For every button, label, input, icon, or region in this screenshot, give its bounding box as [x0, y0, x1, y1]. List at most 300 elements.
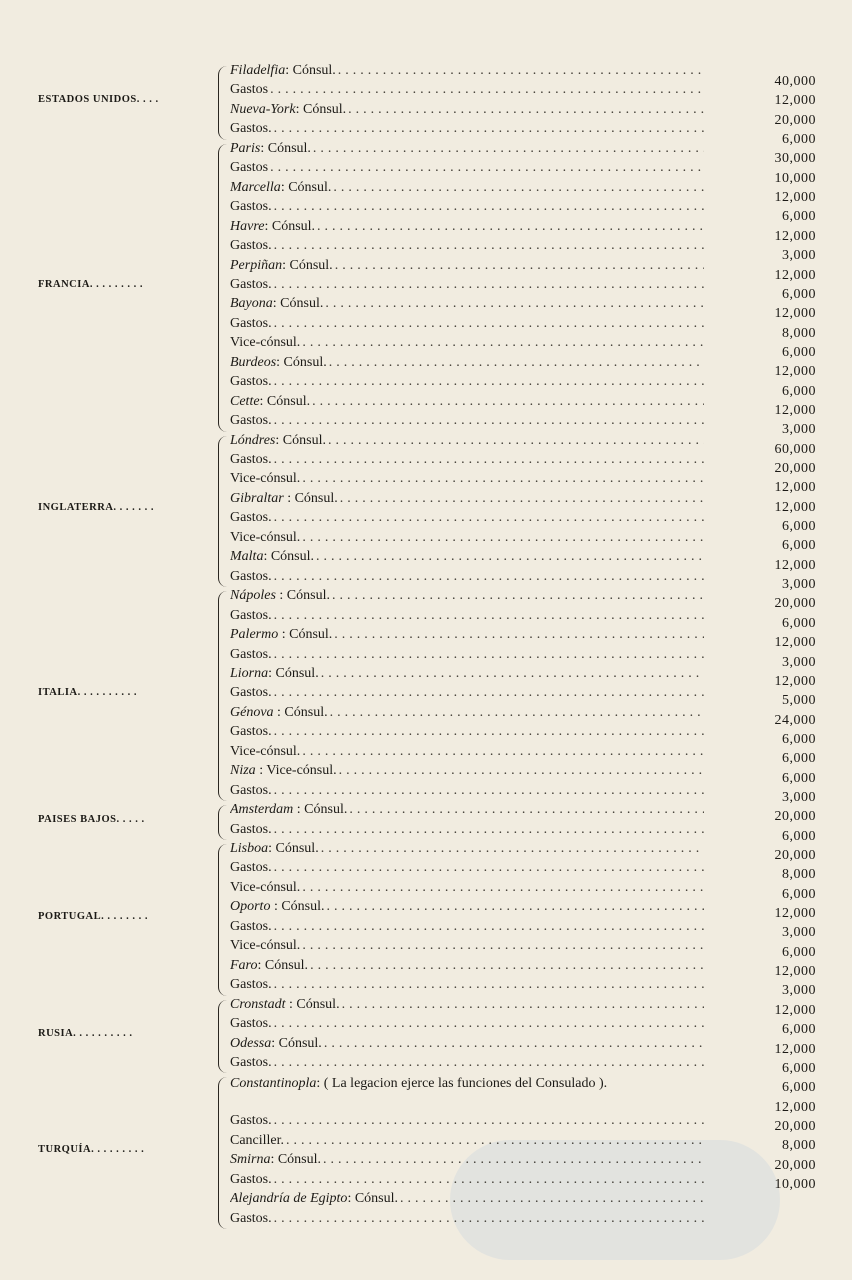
ledger-row [230, 1036, 704, 1056]
row-role: Gastos. [230, 276, 272, 292]
amount-value: 3,000 [782, 248, 816, 264]
leader-dots [274, 199, 704, 215]
row-label [230, 63, 336, 79]
ledger-row [230, 413, 704, 433]
amount-value: 8,000 [782, 325, 816, 341]
amount-value: 6,000 [782, 828, 816, 844]
leader-dots [274, 1055, 704, 1071]
row-role: Gastos. [230, 315, 272, 331]
row-role: Gastos. [230, 1054, 272, 1070]
ledger-row [230, 355, 704, 375]
row-label [230, 1113, 272, 1129]
ledger-row [230, 997, 704, 1017]
group-brace [218, 591, 229, 801]
country-label: INGLATERRA. . . . . . . [38, 502, 155, 514]
place-name: Lóndres [230, 432, 276, 448]
row-role: Gastos. [230, 568, 272, 584]
ledger-row [230, 82, 704, 102]
row-label [230, 413, 272, 429]
country-label: ESTADOS UNIDOS. . . . [38, 93, 159, 105]
amount-value: 12,000 [774, 557, 816, 573]
leader-dots [274, 569, 704, 585]
consulate-note [230, 1074, 710, 1094]
row-role: : Cónsul. [270, 899, 325, 915]
ledger-row [230, 627, 704, 647]
row-label [230, 277, 272, 293]
row-role: Gastos. [230, 860, 272, 876]
leader-dots [328, 433, 704, 449]
country-label: TURQUÍA. . . . . . . . . [38, 1144, 145, 1156]
row-role: Gastos. [230, 1210, 272, 1226]
ledger-row [230, 530, 704, 550]
place-name: Bayona [230, 296, 273, 312]
row-role: Gastos [230, 82, 269, 98]
row-role: Gastos. [230, 607, 272, 623]
ledger-row [230, 705, 704, 725]
row-label [230, 471, 300, 487]
row-label [230, 627, 332, 643]
place-name: Perpiñan [230, 257, 283, 273]
ledger-row [230, 783, 704, 803]
row-label [230, 530, 300, 546]
ledger-row [230, 919, 704, 939]
leader-dots [274, 783, 704, 799]
leader-dots [274, 685, 704, 701]
place-name: Palermo [230, 627, 279, 643]
row-label [230, 588, 330, 604]
ledger-row [230, 219, 704, 239]
row-role: Gastos. [230, 238, 272, 254]
row-role: : Vice-cónsul. [255, 763, 337, 779]
leader-dots [335, 258, 704, 274]
place-name: Burdeos [230, 354, 277, 370]
row-label [230, 899, 325, 915]
leader-dots [274, 374, 704, 390]
amount-value: 12,000 [774, 190, 816, 206]
leader-dots [274, 452, 704, 468]
leader-dots [332, 588, 704, 604]
country-label: FRANCIA. . . . . . . . . [38, 278, 144, 290]
amount-value: 6,000 [782, 1022, 816, 1038]
row-role: Gastos. [230, 724, 272, 740]
amount-value: 20,000 [774, 112, 816, 128]
row-label [230, 1055, 272, 1071]
row-role: : Cónsul. [275, 588, 330, 604]
row-role: : Cónsul. [272, 296, 324, 312]
group-brace [218, 66, 229, 140]
row-role: Gastos. [230, 452, 272, 467]
leader-dots [274, 919, 704, 935]
leader-dots [274, 1113, 704, 1129]
ledger-row [230, 685, 704, 705]
amount-value: 12,000 [774, 228, 816, 244]
ledger-row [230, 608, 704, 628]
row-role: Vice-cónsul. [230, 529, 301, 545]
amount-value: 20,000 [774, 848, 816, 863]
leader-dots [334, 627, 704, 643]
place-name: Alejandría de Egipto [230, 1191, 348, 1207]
ledger-row [230, 841, 704, 861]
row-role: Gastos. [230, 199, 272, 215]
ledger-row [230, 666, 704, 686]
leader-dots [302, 530, 704, 546]
place-name: Nápoles [230, 588, 276, 604]
row-label [230, 977, 272, 993]
leader-dots [339, 763, 704, 779]
note-place: Constantinopla [230, 1076, 317, 1092]
row-label [230, 335, 300, 351]
row-label [230, 841, 319, 857]
row-role: : Cónsul. [285, 63, 336, 78]
row-role: Vice-cónsul. [230, 335, 301, 351]
row-label [230, 1152, 321, 1168]
leader-dots [329, 355, 704, 371]
ledger-row [230, 880, 704, 900]
place-name: Marcella [230, 179, 281, 195]
amount-value: 12,000 [774, 364, 816, 380]
amount-value: 20,000 [774, 1157, 816, 1173]
row-label [230, 82, 268, 98]
ledger-row [230, 316, 704, 336]
leader-dots [274, 1211, 704, 1227]
row-label [230, 219, 315, 235]
ledger-row [230, 510, 704, 530]
leader-dots [274, 647, 704, 663]
row-role: Gastos. [230, 782, 272, 798]
leader-dots [302, 880, 704, 896]
row-role: Vice-cónsul. [230, 938, 301, 954]
place-name: Odessa [230, 1035, 272, 1051]
amount-value: 6,000 [782, 132, 816, 148]
row-label [230, 569, 272, 585]
row-label [230, 160, 268, 176]
ledger-row [230, 899, 704, 919]
ledger-row [230, 938, 704, 958]
leader-dots [274, 977, 704, 993]
place-name: Génova [230, 704, 274, 720]
leader-dots [323, 1152, 704, 1168]
row-label [230, 316, 272, 332]
ledger-row [230, 199, 704, 219]
row-role: Vice-cónsul. [230, 743, 301, 759]
leader-dots [270, 82, 704, 98]
row-role: : Cónsul. [271, 1035, 322, 1051]
ledger-row [230, 977, 704, 997]
amount-value: 6,000 [782, 886, 816, 902]
row-label [230, 296, 323, 312]
amount-value: 60,000 [774, 441, 816, 457]
amount-value: 12,000 [774, 499, 816, 515]
amount-value: 12,000 [774, 673, 816, 689]
row-label [230, 705, 328, 721]
row-label [230, 647, 272, 663]
leader-dots [310, 958, 704, 974]
row-label [230, 1191, 398, 1207]
amount-value: 12,000 [774, 306, 816, 322]
row-role: : Cónsul. [259, 393, 311, 409]
amount-value: 3,000 [782, 983, 816, 999]
amount-value: 20,000 [774, 596, 816, 612]
leader-dots [325, 296, 704, 312]
amount-value: 3,000 [782, 925, 816, 941]
amount-value: 12,000 [774, 480, 816, 496]
leader-dots [324, 1036, 704, 1052]
ledger-row [230, 1016, 704, 1036]
amount-value: 20,000 [774, 461, 816, 476]
row-label [230, 1036, 322, 1052]
amount-value: 12,000 [774, 1002, 816, 1018]
leader-dots [333, 180, 704, 196]
place-name: Lisboa [230, 841, 269, 856]
row-role: Gastos. [230, 977, 272, 993]
row-label [230, 608, 272, 624]
amount-value: 20,000 [774, 809, 816, 825]
amount-value: 30,000 [774, 151, 816, 167]
leader-dots [327, 899, 704, 915]
row-label [230, 141, 311, 157]
row-role: : Cónsul. [268, 665, 319, 681]
leader-dots [302, 471, 704, 487]
group-brace [218, 805, 229, 840]
row-label [230, 1211, 272, 1227]
ledger-row [230, 394, 704, 414]
amount-value: 6,000 [782, 344, 816, 360]
leader-dots [312, 394, 704, 410]
leader-dots [302, 744, 704, 760]
row-label [230, 724, 272, 740]
leader-dots [274, 121, 704, 137]
row-label [230, 958, 308, 974]
row-role: Gastos. [230, 510, 272, 526]
row-role: : Cónsul. [257, 957, 309, 973]
row-label [230, 938, 300, 954]
note-text: : ( La legacion ejerce las funciones del Consulado ). [316, 1076, 608, 1092]
amount-value: 12,000 [774, 964, 816, 980]
row-role: : Cónsul. [268, 841, 319, 856]
place-name: Liorna [230, 665, 269, 681]
ledger-row [230, 647, 704, 667]
amount-value: 6,000 [782, 1080, 816, 1096]
group-brace [218, 1000, 229, 1074]
group-brace [218, 144, 229, 432]
row-role: Gastos [230, 160, 269, 176]
row-role: : Cónsul. [270, 1152, 322, 1168]
row-role: Gastos. [230, 1171, 272, 1187]
ledger-row [230, 724, 704, 744]
row-role: : Cónsul. [295, 101, 347, 117]
leader-dots [342, 997, 704, 1013]
row-role: : Cónsul. [278, 627, 333, 643]
leader-dots [274, 608, 704, 624]
row-label [230, 355, 327, 371]
amount-value: 6,000 [782, 1060, 816, 1076]
row-label [230, 763, 337, 779]
ledger-row [230, 374, 704, 394]
ledger-row [230, 471, 704, 491]
row-role: Gastos. [230, 413, 272, 429]
amount-value: 10,000 [774, 170, 816, 186]
row-role: Gastos. [230, 918, 272, 934]
amount-value: 24,000 [774, 712, 816, 728]
place-name: Oporto [230, 899, 271, 915]
row-label [230, 510, 272, 526]
leader-dots [400, 1191, 704, 1207]
ledger-row [230, 491, 704, 511]
country-label: ITALIA. . . . . . . . . . [38, 687, 137, 699]
row-role: : Cónsul. [273, 704, 328, 720]
row-role: : Cónsul. [285, 996, 340, 1012]
ledger-row [230, 452, 704, 472]
row-label [230, 452, 272, 468]
amount-value: 3,000 [782, 577, 816, 593]
row-label [230, 997, 340, 1013]
row-role: : Cónsul. [260, 140, 311, 156]
place-name: Cette [230, 393, 260, 409]
row-label [230, 822, 272, 838]
group-brace [218, 1077, 229, 1229]
leader-dots [274, 1016, 704, 1032]
row-role: Gastos. [230, 121, 272, 137]
ledger-row [230, 1133, 704, 1153]
row-label [230, 199, 272, 215]
row-label [230, 744, 300, 760]
place-name: Filadelfia [230, 63, 286, 78]
row-label [230, 238, 272, 254]
row-role: Gastos. [230, 1016, 272, 1032]
place-name: Smirna [230, 1152, 271, 1168]
group-brace [218, 436, 229, 588]
amount-value: 10,000 [774, 1176, 816, 1192]
amount-value: 6,000 [782, 770, 816, 786]
ledger-row [230, 763, 704, 783]
leader-dots [302, 938, 704, 954]
leader-dots [321, 666, 704, 682]
leader-dots [321, 841, 704, 857]
place-name: Malta [230, 549, 264, 565]
row-label [230, 1172, 272, 1188]
leader-dots [317, 219, 704, 235]
ledger-row [230, 549, 704, 569]
leader-dots [313, 141, 704, 157]
amount-value: 12,000 [774, 267, 816, 283]
amount-value: 6,000 [782, 731, 816, 747]
row-role: Gastos. [230, 821, 272, 837]
row-role: : Cónsul. [283, 490, 338, 506]
ledger-row [230, 238, 704, 258]
ledger-row [230, 1211, 704, 1231]
ledger-row [230, 258, 704, 278]
row-role: Gastos. [230, 646, 272, 662]
amount-value: 3,000 [782, 422, 816, 438]
row-label [230, 394, 310, 410]
row-label [230, 433, 326, 449]
row-role: Gastos. [230, 685, 272, 701]
country-label: PORTUGAL. . . . . . . . [38, 910, 149, 922]
ledger-row [230, 160, 704, 180]
ledger-row [230, 802, 704, 822]
amount-value: 12,000 [774, 1099, 816, 1115]
amount-value: 8,000 [782, 1138, 816, 1154]
row-role: : Cónsul. [293, 802, 348, 818]
amount-value: 6,000 [782, 615, 816, 631]
row-label [230, 374, 272, 390]
row-role: : Cónsul. [263, 549, 315, 565]
ledger-row [230, 1191, 704, 1211]
amount-value: 6,000 [782, 538, 816, 554]
ledger-row [230, 1172, 704, 1192]
leader-dots [274, 860, 704, 876]
amount-value: 12,000 [774, 93, 816, 109]
leader-dots [302, 335, 704, 351]
amount-value: 12,000 [774, 402, 816, 418]
ledger-row [230, 1113, 704, 1133]
amount-value: 6,000 [782, 383, 816, 399]
amount-value: 5,000 [782, 693, 816, 709]
leader-dots [286, 1133, 704, 1149]
leader-dots [274, 413, 704, 429]
row-role: Gastos. [230, 1113, 272, 1129]
amount-value: 20,000 [774, 1118, 816, 1134]
place-name: Faro [230, 957, 258, 973]
row-label [230, 685, 272, 701]
place-name: Cronstadt [230, 996, 286, 1012]
amount-value: 12,000 [774, 635, 816, 651]
row-label [230, 491, 338, 507]
row-role: Vice-cónsul. [230, 471, 301, 487]
ledger-row [230, 296, 704, 316]
leader-dots [274, 316, 704, 332]
leader-dots [274, 822, 704, 838]
row-label [230, 919, 272, 935]
ledger-row [230, 1152, 704, 1172]
row-role: Canciller. [230, 1132, 285, 1148]
country-label: RUSIA. . . . . . . . . . [38, 1027, 133, 1039]
row-role: : Cónsul. [264, 218, 316, 234]
row-label [230, 1016, 272, 1032]
ledger-row [230, 744, 704, 764]
row-role: : Cónsul. [280, 179, 332, 195]
leader-dots [340, 491, 704, 507]
leader-dots [274, 277, 704, 293]
place-name: Paris [230, 140, 261, 156]
place-name: Niza [230, 763, 256, 779]
place-name: Gibraltar [230, 490, 284, 506]
ledger-row [230, 335, 704, 355]
ledger-row [230, 63, 704, 83]
amount-value: 12,000 [774, 1041, 816, 1057]
leader-dots [316, 549, 704, 565]
row-label [230, 783, 272, 799]
leader-dots [274, 724, 704, 740]
ledger-row [230, 180, 704, 200]
amount-value: 12,000 [774, 906, 816, 922]
leader-dots [348, 102, 704, 118]
amount-value: 6,000 [782, 209, 816, 225]
ledger-row [230, 569, 704, 589]
row-label [230, 880, 300, 896]
ledger-row [230, 588, 704, 608]
row-label [230, 666, 319, 682]
leader-dots [349, 802, 704, 818]
ledger-row [230, 102, 704, 122]
ledger-row [230, 860, 704, 880]
row-role: : Cónsul. [275, 432, 326, 448]
leader-dots [338, 63, 704, 79]
leader-dots [330, 705, 704, 721]
ledger-row [230, 822, 704, 842]
ledger-row [230, 141, 704, 161]
place-name: Havre [230, 218, 265, 234]
